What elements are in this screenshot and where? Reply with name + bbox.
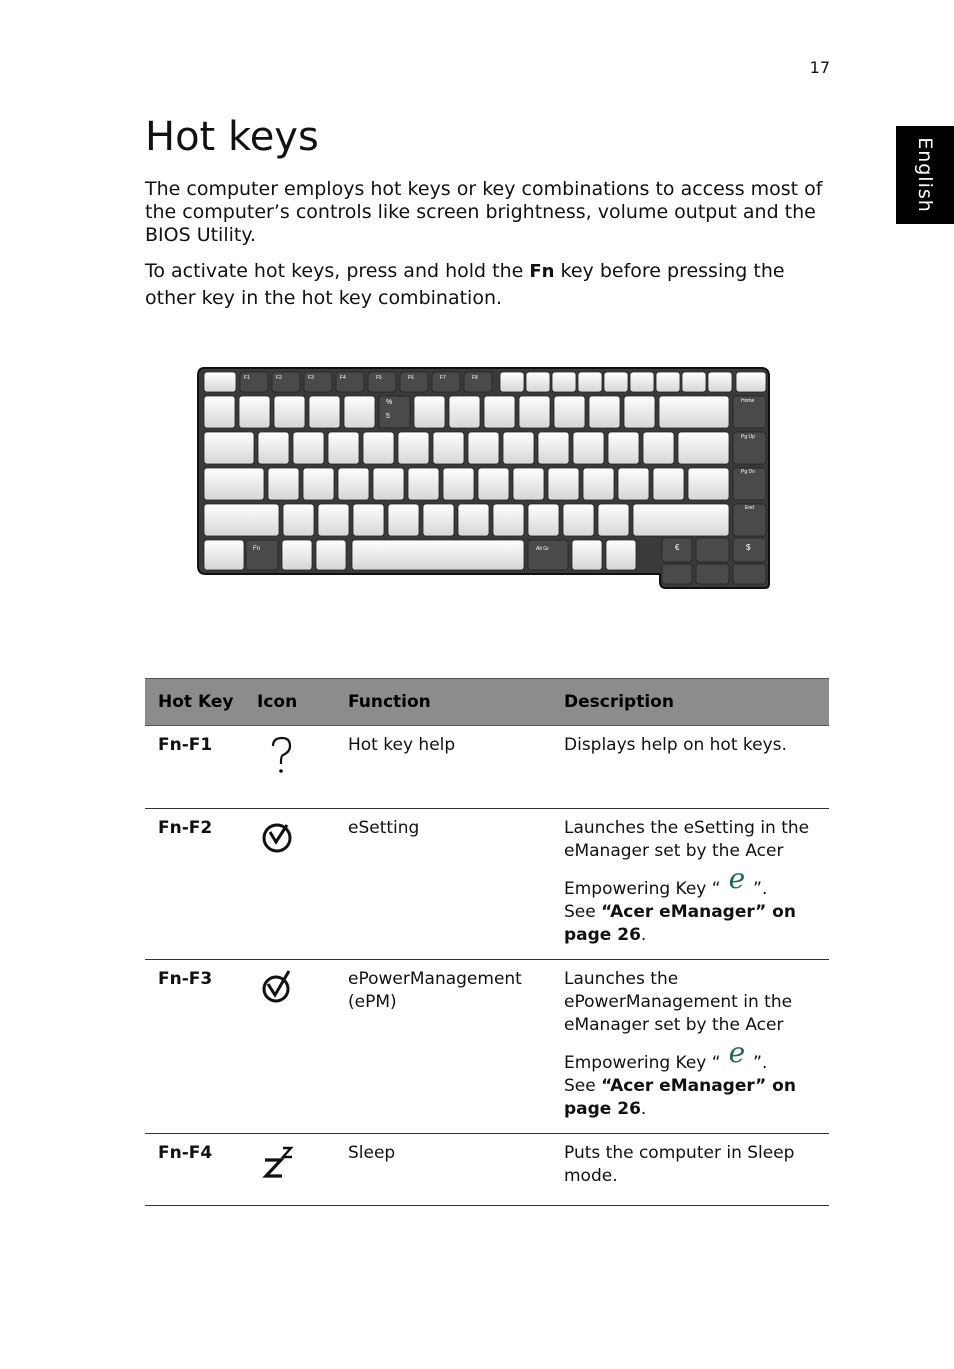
kb-label-f8: F8: [472, 375, 478, 381]
keyboard-key: [338, 468, 369, 500]
keyboard-key-dark: [464, 372, 492, 392]
keyboard-key: [423, 504, 454, 536]
icon-cell: [244, 1134, 335, 1206]
keyboard-key: [513, 468, 544, 500]
hot-key-cell: Fn-F3: [145, 960, 244, 1134]
keyboard-key-dark: [733, 564, 766, 584]
description-line: [564, 1036, 829, 1075]
keyboard-key: [630, 372, 654, 392]
keyboard-key: [478, 468, 509, 500]
description-cell: [551, 960, 829, 1134]
keyboard-key: [458, 504, 489, 536]
see-text: See: [564, 902, 602, 922]
cross-reference-link[interactable]: “Acer eManager” on page 26: [564, 902, 796, 945]
keyboard-key-dark: [696, 538, 729, 562]
cross-reference-link[interactable]: “Acer eManager” on page 26: [564, 1076, 796, 1119]
keyboard-key: [653, 468, 684, 500]
keyboard-key: [204, 372, 236, 392]
keyboard-key: [328, 432, 359, 464]
keyboard-key: [688, 468, 729, 500]
keyboard-key: [678, 432, 729, 464]
table-header-row: [145, 679, 829, 726]
keyboard-key: [318, 504, 349, 536]
description-line: Launches the ePowerManagement in the eManager set by the Acer: [564, 969, 793, 1035]
keyboard-key-dark: [400, 372, 428, 392]
description-line: Launches the eSetting in the eManager set by the Acer: [564, 818, 810, 861]
activate-paragraph: [145, 258, 835, 311]
page-title: Hot keys: [145, 114, 319, 160]
function-cell: eSetting: [335, 809, 551, 960]
keyboard-key: [316, 540, 346, 570]
empowering-key-icon: e: [728, 862, 746, 895]
keyboard-key: [563, 504, 594, 536]
keyboard-key: [589, 396, 620, 428]
header-description: Description: [551, 679, 829, 726]
icon-cell: [244, 960, 335, 1134]
keyboard-key: [468, 432, 499, 464]
keyboard-key: [554, 396, 585, 428]
keyboard-keys: [204, 372, 766, 584]
kb-label-f7: F7: [440, 375, 446, 381]
keyboard-key: [503, 432, 534, 464]
function-cell: Sleep: [335, 1134, 551, 1206]
icon-cell: [244, 726, 335, 809]
keyboard-key: [239, 396, 270, 428]
kb-label-f5: F5: [376, 375, 382, 381]
keyboard-key: [268, 468, 299, 500]
keyboard-key: [363, 432, 394, 464]
keyboard-key: [443, 468, 474, 500]
keyboard-key: [293, 432, 324, 464]
keyboard-key: [606, 540, 636, 570]
hot-key-cell: Fn-F2: [145, 809, 244, 960]
description-cell: Puts the computer in Sleep mode.: [551, 1134, 829, 1206]
keyboard-key: [583, 468, 614, 500]
page-number: 17: [809, 58, 830, 77]
keyboard-key: [274, 396, 305, 428]
activate-text-after: key before pressing the other key in the hot key combination.: [145, 260, 785, 309]
keyboard-key: [408, 468, 439, 500]
kb-label-pgdn: Pg Dn: [741, 469, 755, 475]
kb-label-f1: F1: [244, 375, 250, 381]
keyboard-key: [608, 432, 639, 464]
empowering-text-end: ”.: [753, 879, 768, 899]
kb-label-f4: F4: [340, 375, 346, 381]
fn-key-text: Fn: [529, 261, 555, 282]
kb-label-five: 5: [386, 413, 390, 420]
empowering-key-icon: e: [728, 1036, 746, 1069]
keyboard-key: [283, 504, 314, 536]
empowering-text: Empowering Key “: [564, 1053, 721, 1073]
language-tab-label: English: [914, 137, 937, 213]
keyboard-key: [682, 372, 706, 392]
keyboard-key: [484, 396, 515, 428]
keyboard-key: [433, 432, 464, 464]
keyboard-key: [258, 432, 289, 464]
description-cell: Displays help on hot keys.: [551, 726, 829, 809]
keyboard-key: [598, 504, 629, 536]
kb-label-euro: €: [675, 543, 680, 552]
keyboard-key: [282, 540, 312, 570]
keyboard-key: [526, 372, 550, 392]
keyboard-key-dark: [528, 540, 568, 570]
icon-cell: [244, 809, 335, 960]
hot-key-cell: Fn-F1: [145, 726, 244, 809]
keyboard-key: [618, 468, 649, 500]
keyboard-key-dark: [368, 372, 396, 392]
period-text: .: [640, 925, 647, 945]
keyboard-key: [309, 396, 340, 428]
keyboard-key-dark: [246, 540, 278, 570]
empowering-text: Empowering Key “: [564, 879, 721, 899]
sleep-icon: [257, 1142, 297, 1182]
keyboard-key: [538, 432, 569, 464]
keyboard-key: [353, 504, 384, 536]
description-cell: [551, 809, 829, 960]
keyboard-key: [398, 432, 429, 464]
table-row: [145, 1134, 829, 1206]
kb-label-f3: F3: [308, 375, 314, 381]
kb-label-f2: F2: [276, 375, 282, 381]
kb-label-pgup: Pg Up: [741, 434, 755, 440]
keyboard-key: [204, 396, 235, 428]
table-row: [145, 809, 829, 960]
hot-keys-table: [145, 678, 829, 1206]
kb-label-dollar: $: [746, 543, 751, 552]
epm-icon: [257, 968, 297, 1008]
keyboard-key-dark: [379, 396, 410, 428]
keyboard-key: [204, 468, 264, 500]
keyboard-key: [449, 396, 480, 428]
keyboard-key: [708, 372, 732, 392]
keyboard-key: [519, 396, 550, 428]
kb-label-end: End: [745, 505, 754, 511]
keyboard-key-dark: [696, 564, 729, 584]
function-cell: Hot key help: [335, 726, 551, 809]
kb-label-percent: %: [386, 399, 393, 406]
keyboard-key: [659, 396, 729, 428]
keyboard-key: [528, 504, 559, 536]
header-icon: Icon: [244, 679, 335, 726]
keyboard-key: [633, 504, 729, 536]
activate-text-before: To activate hot keys, press and hold the: [145, 260, 530, 282]
keyboard-key: [204, 432, 254, 464]
keyboard-key: [624, 396, 655, 428]
keyboard-key: [552, 372, 576, 392]
keyboard-key: [573, 432, 604, 464]
language-tab: [896, 126, 954, 224]
header-function: Function: [335, 679, 551, 726]
keyboard-key: [352, 540, 524, 570]
kb-label-home: Home: [741, 398, 755, 404]
keyboard-key: [656, 372, 680, 392]
header-hot-key: Hot Key: [145, 679, 244, 726]
period-text: .: [640, 1099, 647, 1119]
keyboard-key: [373, 468, 404, 500]
keyboard-key: [604, 372, 628, 392]
keyboard-key: [500, 372, 524, 392]
description-line: [564, 862, 829, 901]
esetting-icon: [257, 817, 297, 857]
description-line: [564, 1075, 829, 1121]
intro-paragraph: The computer employs hot keys or key combinations to access most of the computer’s controls like screen brightness, volume output and the BIOS Utility.: [145, 178, 823, 246]
keyboard-key: [643, 432, 674, 464]
keyboard-key: [548, 468, 579, 500]
function-cell: ePowerManagement (ePM): [335, 960, 551, 1134]
keyboard-key-dark: [662, 564, 692, 584]
keyboard-key: [344, 396, 375, 428]
kb-label-altgr: Alt Gr: [536, 546, 549, 552]
keyboard-illustration: [196, 366, 771, 590]
hot-key-cell: Fn-F4: [145, 1134, 244, 1206]
table-row: [145, 960, 829, 1134]
keyboard-key: [414, 396, 445, 428]
question-icon: [257, 734, 297, 778]
keyboard-key: [303, 468, 334, 500]
empowering-text-end: ”.: [753, 1053, 768, 1073]
keyboard-key: [493, 504, 524, 536]
keyboard-key: [572, 540, 602, 570]
table-row: [145, 726, 829, 809]
keyboard-key: [204, 504, 279, 536]
keyboard-key-dark: [432, 372, 460, 392]
keyboard-key: [736, 372, 766, 392]
see-text: See: [564, 1076, 602, 1096]
description-line: [564, 901, 829, 947]
keyboard-key: [388, 504, 419, 536]
kb-label-f6: F6: [408, 375, 414, 381]
keyboard-key: [204, 540, 244, 570]
kb-label-fn: Fn: [253, 546, 261, 552]
keyboard-key: [578, 372, 602, 392]
